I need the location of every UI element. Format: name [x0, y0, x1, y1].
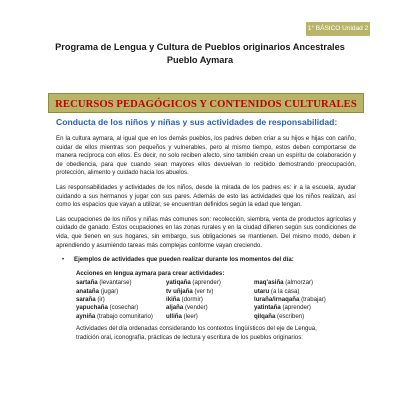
action-item: ayniña (trabajo comunitario) [76, 312, 153, 320]
action-item: luraña/irnaqaña (trabajar) [254, 295, 326, 303]
action-item: anataña (jugar) [76, 287, 119, 295]
action-item: yatintaña (aprender) [254, 304, 311, 312]
action-item: qilqaña (escriben) [254, 312, 305, 320]
main-content [56, 116, 356, 342]
people-title: Pueblo Aymara [166, 55, 234, 65]
actions-heading: Acciones en lengua aymara para crear actividades: [76, 269, 225, 277]
document-header [0, 41, 400, 67]
bullet-dot-icon: • [62, 256, 65, 264]
action-item: saraña (ir) [76, 295, 105, 303]
program-title: Programa de Lengua y Cultura de Pueblos originarios Ancestrales [55, 42, 345, 52]
action-item: tv uñjaña (ver tv) [166, 287, 214, 295]
action-item: utaru (a la casa) [254, 287, 300, 295]
paragraph-3: Las ocupaciones de los niños y niñas más comunes son: recolección, siembra, venta de productos agrícolas y cuidado de ganado. Estos ocupaciones en las zonas rurales y en la ciudad difieren según sus condiciones de vida, que tienen en sus hogares, sin embargo, sus obligaciones se mantienen. Del mismo modo, deben ir aprendiendo y asumiendo tareas más complejas conforme vayan creciendo. [56, 215, 356, 249]
action-item: yapuchaña (cosechar) [76, 304, 139, 312]
actions-grid [76, 279, 356, 321]
aymara-actions-list [76, 270, 356, 321]
action-item: aljaña (vender) [166, 304, 208, 312]
action-item: yatiqaña (aprender) [166, 279, 221, 287]
banner-text: RECURSOS PEDAGÓGICOS Y CONTENIDOS CULTURALES [55, 99, 357, 110]
closing-paragraph: Actividades del día ordenadas considerando los contextos lingüísticos del eje de Lengua, tradición oral, iconografía, prácticas de lectura y escritura de los pueblos originarios: [76, 325, 317, 341]
bullet-item [56, 256, 356, 265]
action-item: ulliña (leer) [166, 312, 198, 320]
action-item: ikiña (dormir) [166, 295, 203, 303]
grade-unit-badge: 1° BÁSICO Unidad 2 [306, 22, 370, 36]
bullet-text: Ejemplos de actividades que pueden realizar durante los momentos del día: [74, 256, 294, 264]
paragraph-2: Las responsabilidades y actividades de los niños, desde la mirada de los padres es: ir a la escuela, ayudar cuidando a sus hermanos y jugar con sus pares. Además de esto las actividades que los niños realizan, así como los espacios que vayan a utilizar, se encuentran definidos según la edad que tengan. [56, 183, 356, 209]
section-title: Conducta de los niños y niñas y sus actividades de responsabilidad: [56, 117, 338, 127]
action-item: sartaña (levantarse) [76, 279, 132, 287]
action-item: maq'asiña (almorzar) [254, 279, 314, 287]
section-banner [48, 93, 364, 113]
paragraph-1: En la cultura aymara, al igual que en los demás pueblos, los padres deben criar a su hijos e hijas con cariño, cuidar de ellos mientras son pequeños y vulnerables, pero al mismo tiempo, estos deben comportarse de manera recíproca con ellos. Es decir, no solo reciben afecto, sino también crean un espíritu de colaboración y de obediencia, para que cuando sean mayores ellos devuelvan lo recibido demostrando preocupación, protección, alimento y cuidado hacia los abuelos. [56, 135, 356, 177]
